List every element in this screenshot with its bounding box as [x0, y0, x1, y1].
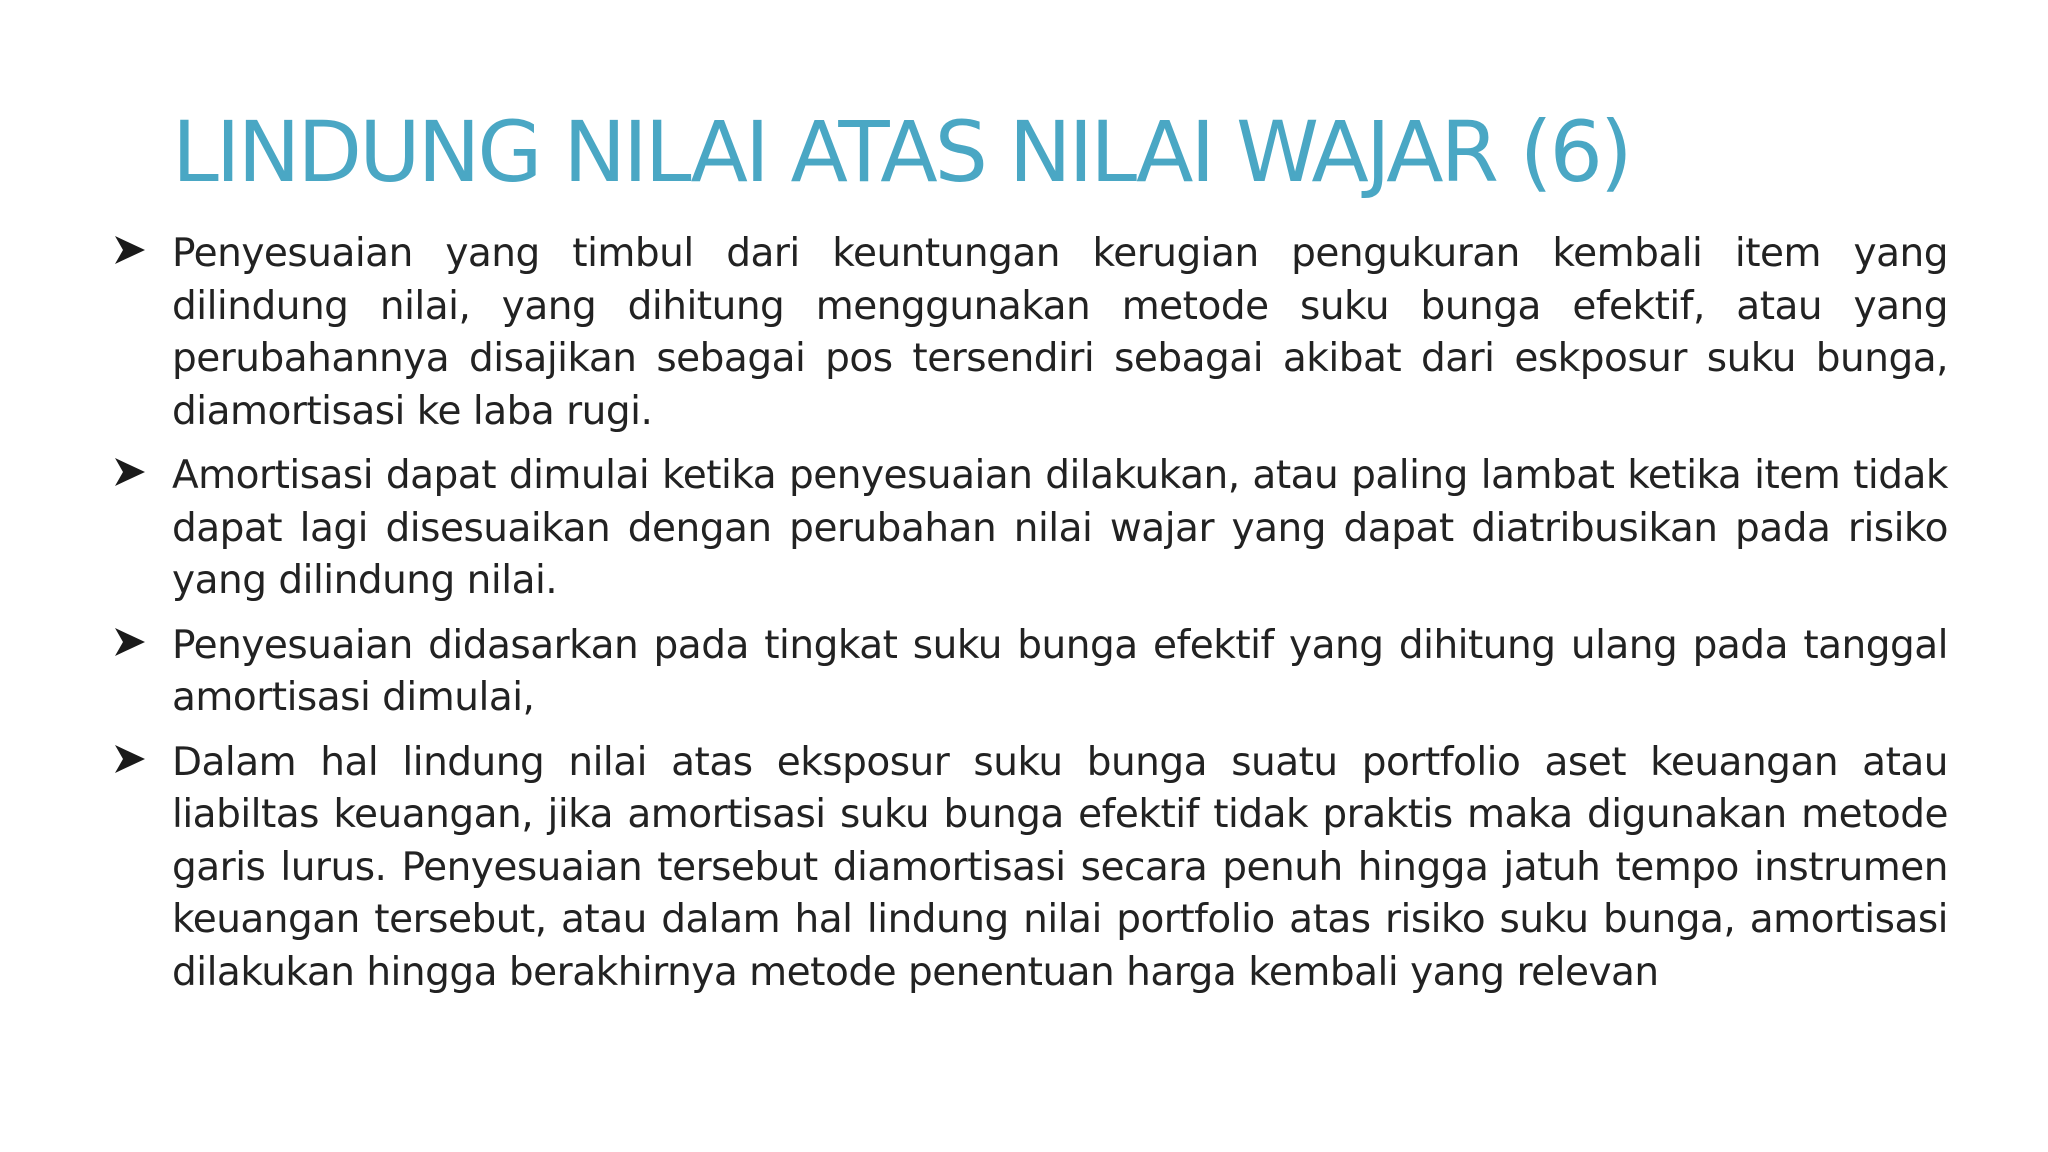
arrow-bullet-icon: [112, 232, 148, 268]
bullet-text: Penyesuaian didasarkan pada tingkat suku bunga efektif yang dihitung ulang pada tanggal amortisasi dimulai,: [172, 622, 1948, 720]
bullet-list: [112, 228, 1948, 1011]
arrow-bullet-icon: [112, 624, 148, 660]
arrow-bullet-icon: [112, 741, 148, 777]
bullet-text: Amortisasi dapat dimulai ketika penyesuaian dilakukan, atau paling lambat ketika item tidak dapat lagi disesuaikan dengan perubahan nilai wajar yang dapat diatribusikan pada risiko yang dilindung nilai.: [172, 453, 1948, 603]
bullet-text: Penyesuaian yang timbul dari keuntungan kerugian pengukuran kembali item yang dilindung nilai, yang dihitung menggunakan metode suku bunga efektif, atau yang perubahannya disajikan sebagai pos tersendiri sebagai akibat dari eskposur suku bunga, diamortisasi ke laba rugi.: [172, 231, 1948, 434]
bullet-item: [112, 228, 1948, 438]
bullet-item: [112, 737, 1948, 1000]
bullet-item: [112, 620, 1948, 725]
bullet-item: [112, 450, 1948, 608]
bullet-text: Dalam hal lindung nilai atas eksposur suku bunga suatu portfolio aset keuangan atau liabiltas keuangan, jika amortisasi suku bunga efektif tidak praktis maka digunakan metode garis lurus. Penyesuaian tersebut diamortisasi secara penuh hingga jatuh tempo instrumen keuangan tersebut, atau dalam hal lindung nilai portfolio atas risiko suku bunga, amortisasi dilakukan hingga berakhirnya metode penentuan harga kembali yang relevan: [172, 739, 1948, 995]
arrow-bullet-icon: [112, 454, 148, 490]
slide-title: LINDUNG NILAI ATAS NILAI WAJAR (6): [172, 103, 1630, 201]
